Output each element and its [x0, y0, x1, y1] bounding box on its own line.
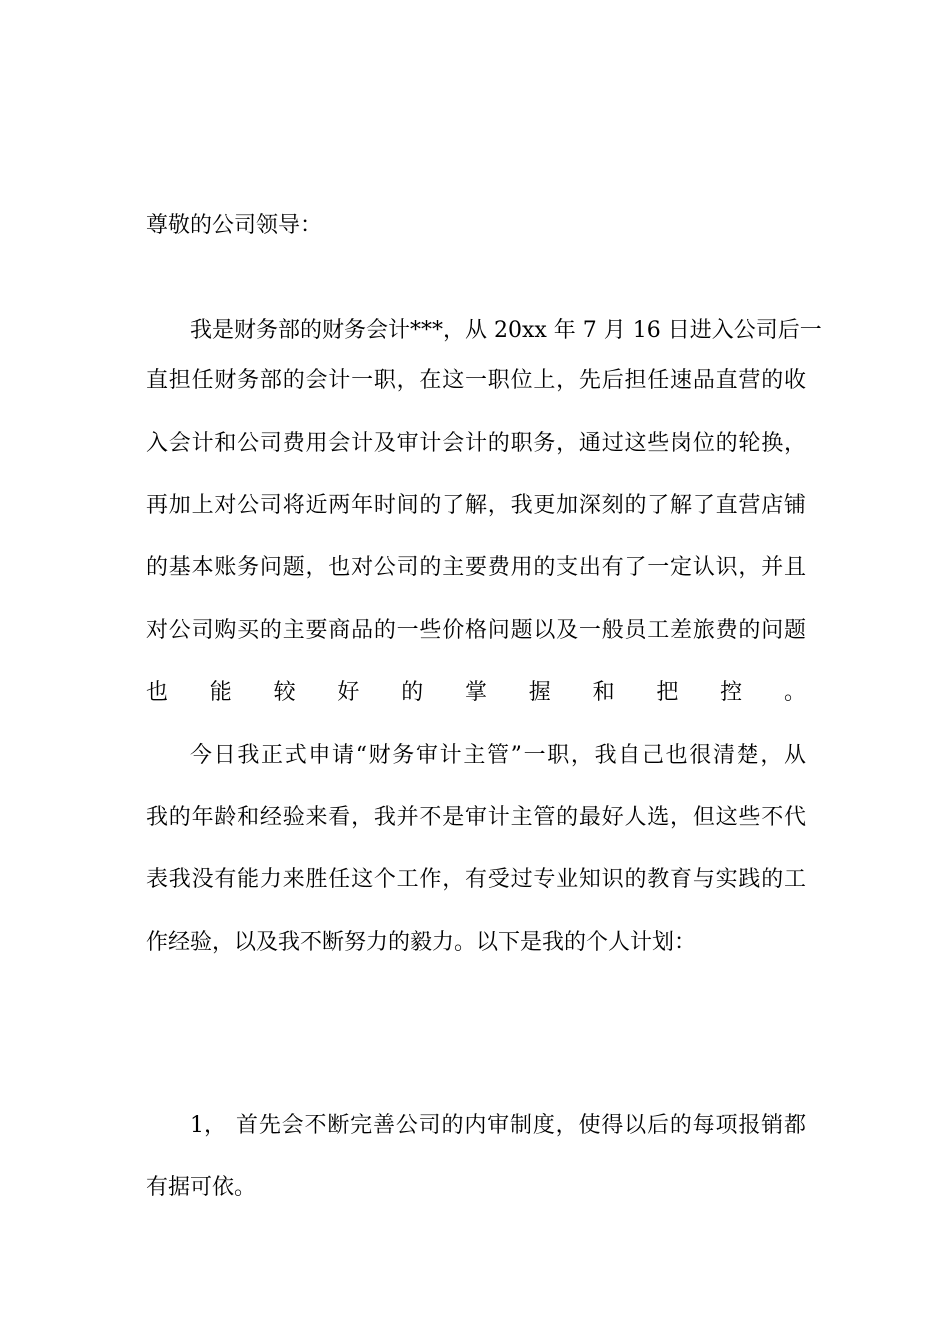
list-item-1-line-1: 首先会不断完善公司的内审制度，使得以后的每项报销都 — [236, 1113, 806, 1138]
paragraph-1-line-3: 入会计和公司费用会计及审计会计的职务，通过这些岗位的轮换， — [146, 431, 806, 456]
paragraph-2-line-3: 表我没有能力来胜任这个工作，有受过专业知识的教育与实践的工 — [146, 867, 806, 892]
paragraph-2-line-1: 今日我正式申请“财务审计主管”一职，我自己也很清楚，从 — [190, 743, 806, 768]
paragraph-2-line-2: 我的年龄和经验来看，我并不是审计主管的最好人选，但这些不代 — [146, 805, 806, 830]
list-item-1-number: 1， — [190, 1113, 226, 1138]
paragraph-1-line-7: 也能较好的掌握和把控。 — [146, 680, 806, 705]
paragraph-1-line-5: 的基本账务问题，也对公司的主要费用的支出有了一定认识，并且 — [146, 555, 806, 580]
paragraph-1-line-4: 再加上对公司将近两年时间的了解，我更加深刻的了解了直营店铺 — [146, 493, 806, 518]
list-item-1-line-2: 有据可依。 — [146, 1175, 257, 1200]
paragraph-1-line-1: 我是财务部的财务会计***，从 20xx 年 7 月 16 日进入公司后一 — [190, 318, 822, 343]
paragraph-2-line-4: 作经验，以及我不断努力的毅力。以下是我的个人计划： — [146, 930, 697, 955]
salutation: 尊敬的公司领导： — [146, 213, 323, 238]
paragraph-1-line-2: 直担任财务部的会计一职，在这一职位上，先后担任速品直营的收 — [146, 368, 806, 393]
paragraph-1-line-6: 对公司购买的主要商品的一些价格问题以及一般员工差旅费的问题 — [146, 618, 806, 643]
